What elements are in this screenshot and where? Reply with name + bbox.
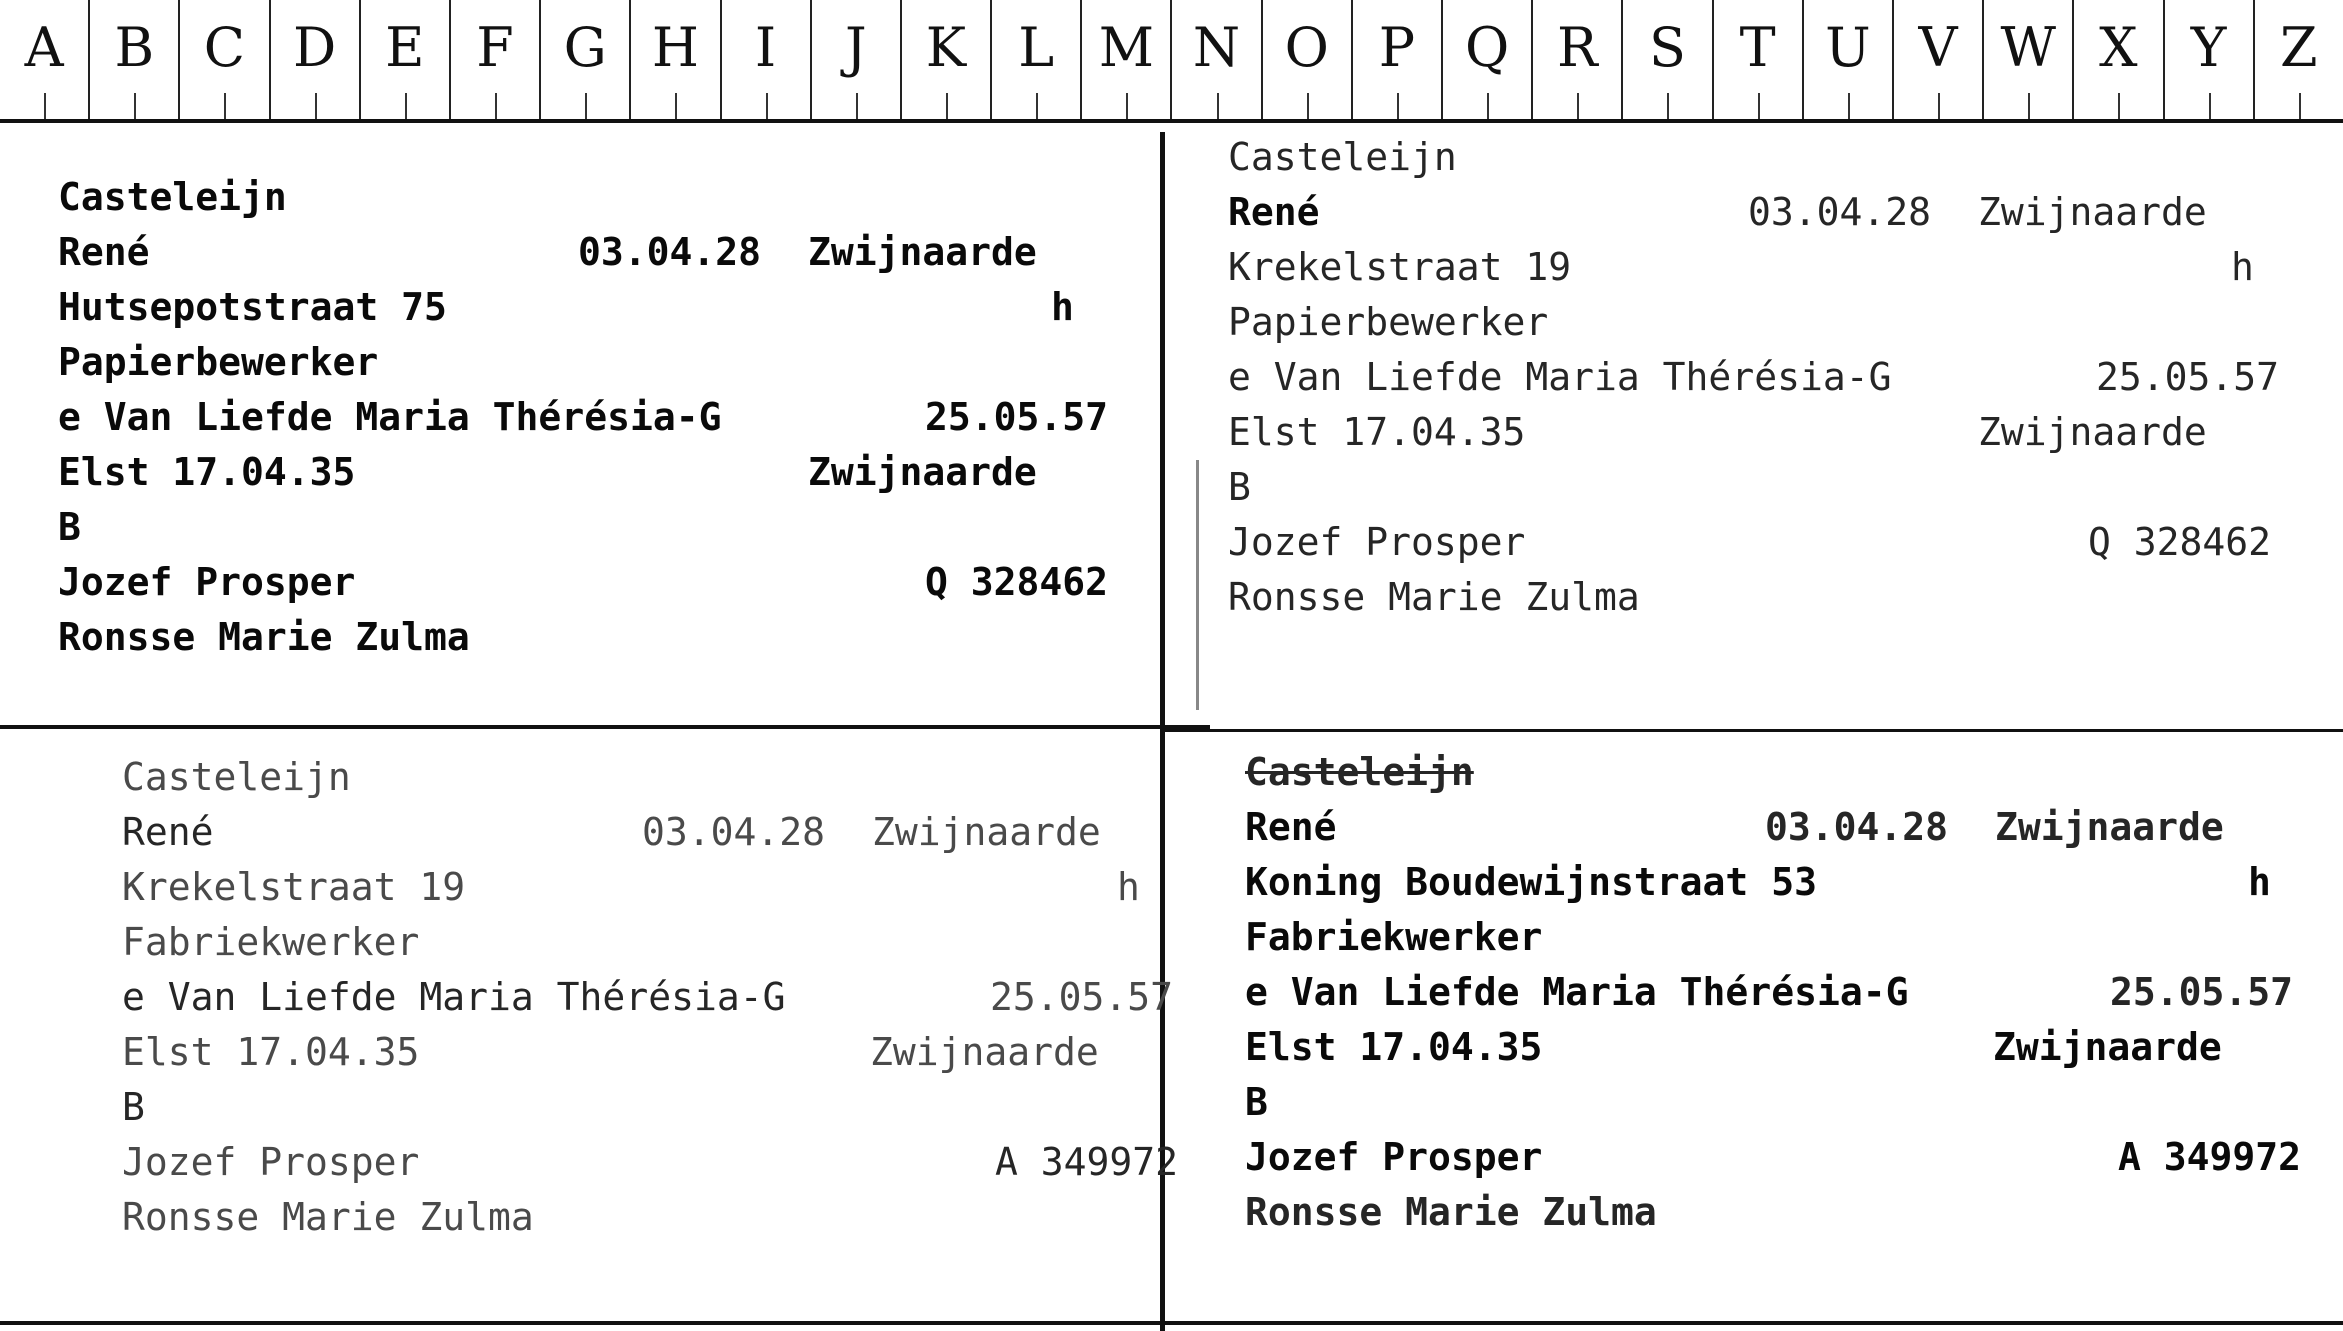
alphabet-tab-f	[449, 0, 539, 119]
alphabet-tick	[495, 93, 497, 119]
id-number: A 349972	[2118, 1135, 2302, 1179]
alphabet-tick	[1938, 93, 1940, 119]
alphabet-tick	[134, 93, 136, 119]
faint-scan-line	[1196, 460, 1199, 710]
marker: h	[1051, 285, 1074, 329]
alphabet-letter: Z	[2280, 16, 2318, 79]
occupation: Fabriekwerker	[1245, 915, 1543, 959]
alphabet-tab-g	[539, 0, 629, 119]
card-divider-bottom	[0, 1321, 2343, 1325]
card-divider-horizontal-right	[1160, 729, 2343, 732]
alphabet-tick	[2028, 93, 2030, 119]
alphabet-letter: E	[385, 16, 425, 79]
marriage-date: 25.05.57	[2110, 970, 2294, 1014]
address: Hutsepotstraat 75	[58, 285, 447, 329]
birth-date: 03.04.28	[578, 230, 762, 274]
spouse-birth: Elst 17.04.35	[1228, 410, 1526, 454]
mother: Ronsse Marie Zulma	[1228, 575, 1640, 619]
alphabet-letter: F	[476, 16, 514, 79]
alphabet-tick	[1758, 93, 1760, 119]
alphabet-tab-c	[178, 0, 268, 119]
marker: h	[1117, 865, 1140, 909]
alphabet-letter: N	[1192, 16, 1241, 79]
alphabet-tab-i	[720, 0, 810, 119]
surname: Casteleijn	[58, 175, 287, 219]
alphabet-letter: A	[24, 16, 64, 79]
alphabet-tick	[675, 93, 677, 119]
alphabet-index-strip	[0, 0, 2343, 123]
birth-date: 03.04.28	[1765, 805, 1949, 849]
nationality: B	[122, 1085, 145, 1129]
alphabet-tab-a	[0, 0, 88, 119]
father: Jozef Prosper	[58, 560, 356, 604]
alphabet-tick	[1667, 93, 1669, 119]
id-number: Q 328462	[925, 560, 1109, 604]
marriage-date: 25.05.57	[990, 975, 1174, 1019]
nationality: B	[1245, 1080, 1268, 1124]
spouse: e Van Liefde Maria Thérésia-G	[1245, 970, 1909, 1014]
mother: Ronsse Marie Zulma	[58, 615, 470, 659]
alphabet-letter: Q	[1464, 16, 1510, 79]
father: Jozef Prosper	[122, 1140, 420, 1184]
alphabet-tab-m	[1080, 0, 1170, 119]
marriage-place: Zwijnaarde	[808, 450, 1037, 494]
alphabet-tick	[2118, 93, 2120, 119]
address: Koning Boudewijnstraat 53	[1245, 860, 1817, 904]
surname: Casteleijn	[122, 755, 351, 799]
alphabet-letter: Y	[2190, 16, 2227, 79]
alphabet-tab-y	[2163, 0, 2253, 119]
alphabet-tab-q	[1441, 0, 1531, 119]
alphabet-tick	[1487, 93, 1489, 119]
alphabet-letter: R	[1556, 16, 1598, 79]
first-name: René	[1245, 805, 1337, 849]
surname: Casteleijn	[1228, 135, 1457, 179]
birth-place: Zwijnaarde	[1978, 190, 2207, 234]
marriage-date: 25.05.57	[925, 395, 1109, 439]
marriage-place: Zwijnaarde	[1978, 410, 2207, 454]
spouse-birth: Elst 17.04.35	[122, 1030, 420, 1074]
address: Krekelstraat 19	[122, 865, 466, 909]
alphabet-tick	[2209, 93, 2211, 119]
alphabet-letter: U	[1825, 16, 1871, 79]
alphabet-letter: L	[1018, 16, 1055, 79]
address: Krekelstraat 19	[1228, 245, 1572, 289]
alphabet-tick	[1217, 93, 1219, 119]
spouse: e Van Liefde Maria Thérésia-G	[122, 975, 786, 1019]
alphabet-letter: K	[925, 16, 967, 79]
alphabet-tick	[405, 93, 407, 119]
alphabet-tab-h	[629, 0, 719, 119]
birth-place: Zwijnaarde	[808, 230, 1037, 274]
spouse-birth: Elst 17.04.35	[1245, 1025, 1543, 1069]
alphabet-tab-r	[1531, 0, 1621, 119]
alphabet-tick	[1848, 93, 1850, 119]
alphabet-tab-e	[359, 0, 449, 119]
alphabet-letter: C	[203, 16, 246, 79]
birth-date: 03.04.28	[1748, 190, 1932, 234]
card-divider-horizontal-left	[0, 725, 1210, 729]
mother: Ronsse Marie Zulma	[122, 1195, 534, 1239]
marker: h	[2231, 245, 2254, 289]
alphabet-letter: J	[844, 16, 867, 79]
alphabet-letter: O	[1284, 16, 1329, 79]
alphabet-tick	[44, 93, 46, 119]
occupation: Papierbewerker	[1228, 300, 1549, 344]
alphabet-letter: D	[293, 16, 337, 79]
alphabet-tick	[1126, 93, 1128, 119]
spouse-birth: Elst 17.04.35	[58, 450, 356, 494]
alphabet-tab-u	[1802, 0, 1892, 119]
birth-date: 03.04.28	[642, 810, 826, 854]
alphabet-tab-p	[1351, 0, 1441, 119]
alphabet-tick	[766, 93, 768, 119]
alphabet-tab-v	[1892, 0, 1982, 119]
alphabet-tick	[1307, 93, 1309, 119]
alphabet-letter: B	[114, 16, 155, 79]
alphabet-tab-j	[810, 0, 900, 119]
alphabet-tick	[315, 93, 317, 119]
marker: h	[2248, 860, 2271, 904]
marriage-place: Zwijnaarde	[870, 1030, 1099, 1074]
alphabet-tick	[946, 93, 948, 119]
id-number: A 349972	[995, 1140, 1179, 1184]
birth-place: Zwijnaarde	[872, 810, 1101, 854]
alphabet-tab-d	[269, 0, 359, 119]
alphabet-letter: S	[1648, 16, 1686, 79]
surname: Casteleijn	[1245, 750, 1474, 794]
marriage-date: 25.05.57	[2096, 355, 2280, 399]
birth-place: Zwijnaarde	[1995, 805, 2224, 849]
first-name: René	[122, 810, 214, 854]
first-name: René	[1228, 190, 1320, 234]
spouse: e Van Liefde Maria Thérésia-G	[1228, 355, 1892, 399]
father: Jozef Prosper	[1245, 1135, 1543, 1179]
alphabet-tick	[224, 93, 226, 119]
alphabet-tick	[1036, 93, 1038, 119]
alphabet-letter: P	[1378, 16, 1416, 79]
alphabet-tab-z	[2253, 0, 2343, 119]
alphabet-tick	[2299, 93, 2301, 119]
alphabet-letter: X	[2099, 16, 2138, 79]
occupation: Papierbewerker	[58, 340, 379, 384]
alphabet-tab-k	[900, 0, 990, 119]
alphabet-letter: W	[2000, 16, 2056, 79]
alphabet-tab-t	[1712, 0, 1802, 119]
alphabet-letter: H	[651, 16, 699, 79]
alphabet-tab-n	[1170, 0, 1260, 119]
alphabet-tab-o	[1261, 0, 1351, 119]
alphabet-tab-w	[1982, 0, 2072, 119]
alphabet-tick	[1577, 93, 1579, 119]
alphabet-letter: V	[1918, 16, 1958, 79]
mother: Ronsse Marie Zulma	[1245, 1190, 1657, 1234]
father: Jozef Prosper	[1228, 520, 1526, 564]
occupation: Fabriekwerker	[122, 920, 420, 964]
alphabet-tab-b	[88, 0, 178, 119]
nationality: B	[58, 505, 81, 549]
first-name: René	[58, 230, 150, 274]
alphabet-tick	[585, 93, 587, 119]
nationality: B	[1228, 465, 1251, 509]
alphabet-tab-x	[2072, 0, 2162, 119]
alphabet-letter: G	[563, 16, 607, 79]
id-number: Q 328462	[2088, 520, 2272, 564]
alphabet-tab-l	[990, 0, 1080, 119]
alphabet-letter: M	[1098, 16, 1154, 79]
alphabet-tab-s	[1621, 0, 1711, 119]
marriage-place: Zwijnaarde	[1993, 1025, 2222, 1069]
alphabet-tick	[1397, 93, 1399, 119]
alphabet-letter: T	[1739, 16, 1776, 79]
spouse: e Van Liefde Maria Thérésia-G	[58, 395, 722, 439]
alphabet-letter: I	[754, 16, 777, 79]
alphabet-tick	[856, 93, 858, 119]
